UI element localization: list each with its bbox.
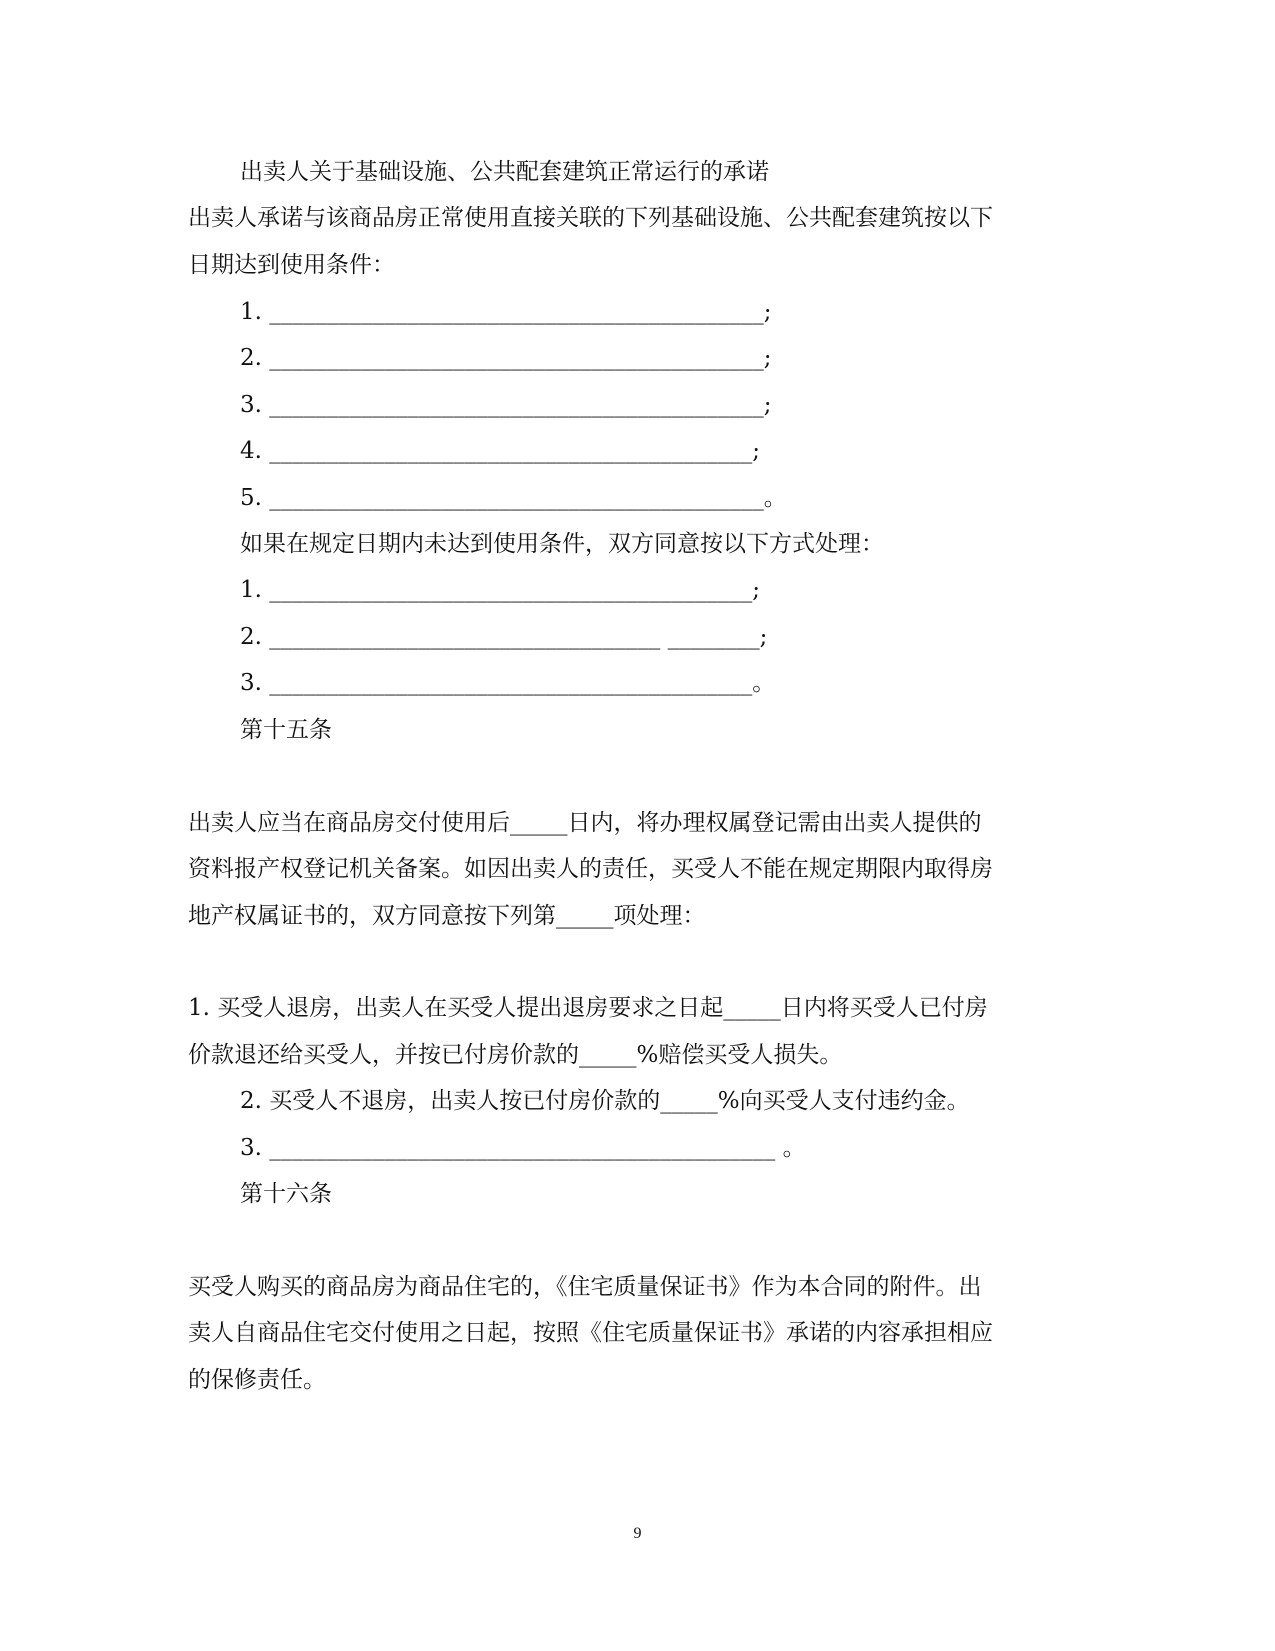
blank-item-5: 5. ___________________________________________。 [240, 485, 787, 511]
blank-item-1: 1. ___________________________________________; [240, 299, 772, 325]
blank-item-4: 4. __________________________________________; [240, 438, 761, 464]
paragraph-line: 买受人购买的商品房为商品住宅的，《住宅质量保证书》作为本合同的附件。出 [188, 1274, 982, 1300]
option-1-line: 价款退还给买受人，并按已付房价款的_____%赔偿买受人损失。 [188, 1042, 843, 1068]
paragraph-line: 的保修责任。 [188, 1367, 326, 1393]
paragraph-line: 资料报产权登记机关备案。如因出卖人的责任，买受人不能在规定期限内取得房 [188, 856, 993, 882]
paragraph-line: 地产权属证书的，双方同意按下列第_____项处理： [188, 903, 706, 929]
page-number: 9 [633, 1525, 642, 1542]
paragraph-line: 出卖人应当在商品房交付使用后_____日内，将办理权属登记需由出卖人提供的 [188, 810, 982, 836]
blank-item-2: 2. ___________________________________________; [240, 345, 772, 371]
option-3: 3. ____________________________________________ 。 [240, 1135, 806, 1161]
section-title: 出卖人关于基础设施、公共配套建筑正常运行的承诺 [240, 159, 769, 185]
option-1-line: 1. 买受人退房，出卖人在买受人提出退房要求之日起_____日内将买受人已付房 [188, 995, 988, 1021]
fallback-intro: 如果在规定日期内未达到使用条件，双方同意按以下方式处理： [240, 531, 884, 557]
fallback-item-1: 1. __________________________________________; [240, 577, 761, 603]
paragraph-line: 卖人自商品住宅交付使用之日起，按照《住宅质量保证书》承诺的内容承担相应 [188, 1320, 993, 1346]
article-15-heading: 第十五条 [240, 717, 332, 743]
blank-item-3: 3. ___________________________________________; [240, 392, 772, 418]
fallback-item-2: 2. __________________________________ ________; [240, 624, 768, 650]
paragraph-line: 日期达到使用条件： [188, 252, 395, 278]
article-16-heading: 第十六条 [240, 1181, 332, 1207]
option-2: 2. 买受人不退房，出卖人按已付房价款的_____%向买受人支付违约金。 [240, 1088, 970, 1114]
paragraph-line: 出卖人承诺与该商品房正常使用直接关联的下列基础设施、公共配套建筑按以下 [188, 205, 993, 231]
fallback-item-3: 3. __________________________________________。 [240, 670, 776, 696]
